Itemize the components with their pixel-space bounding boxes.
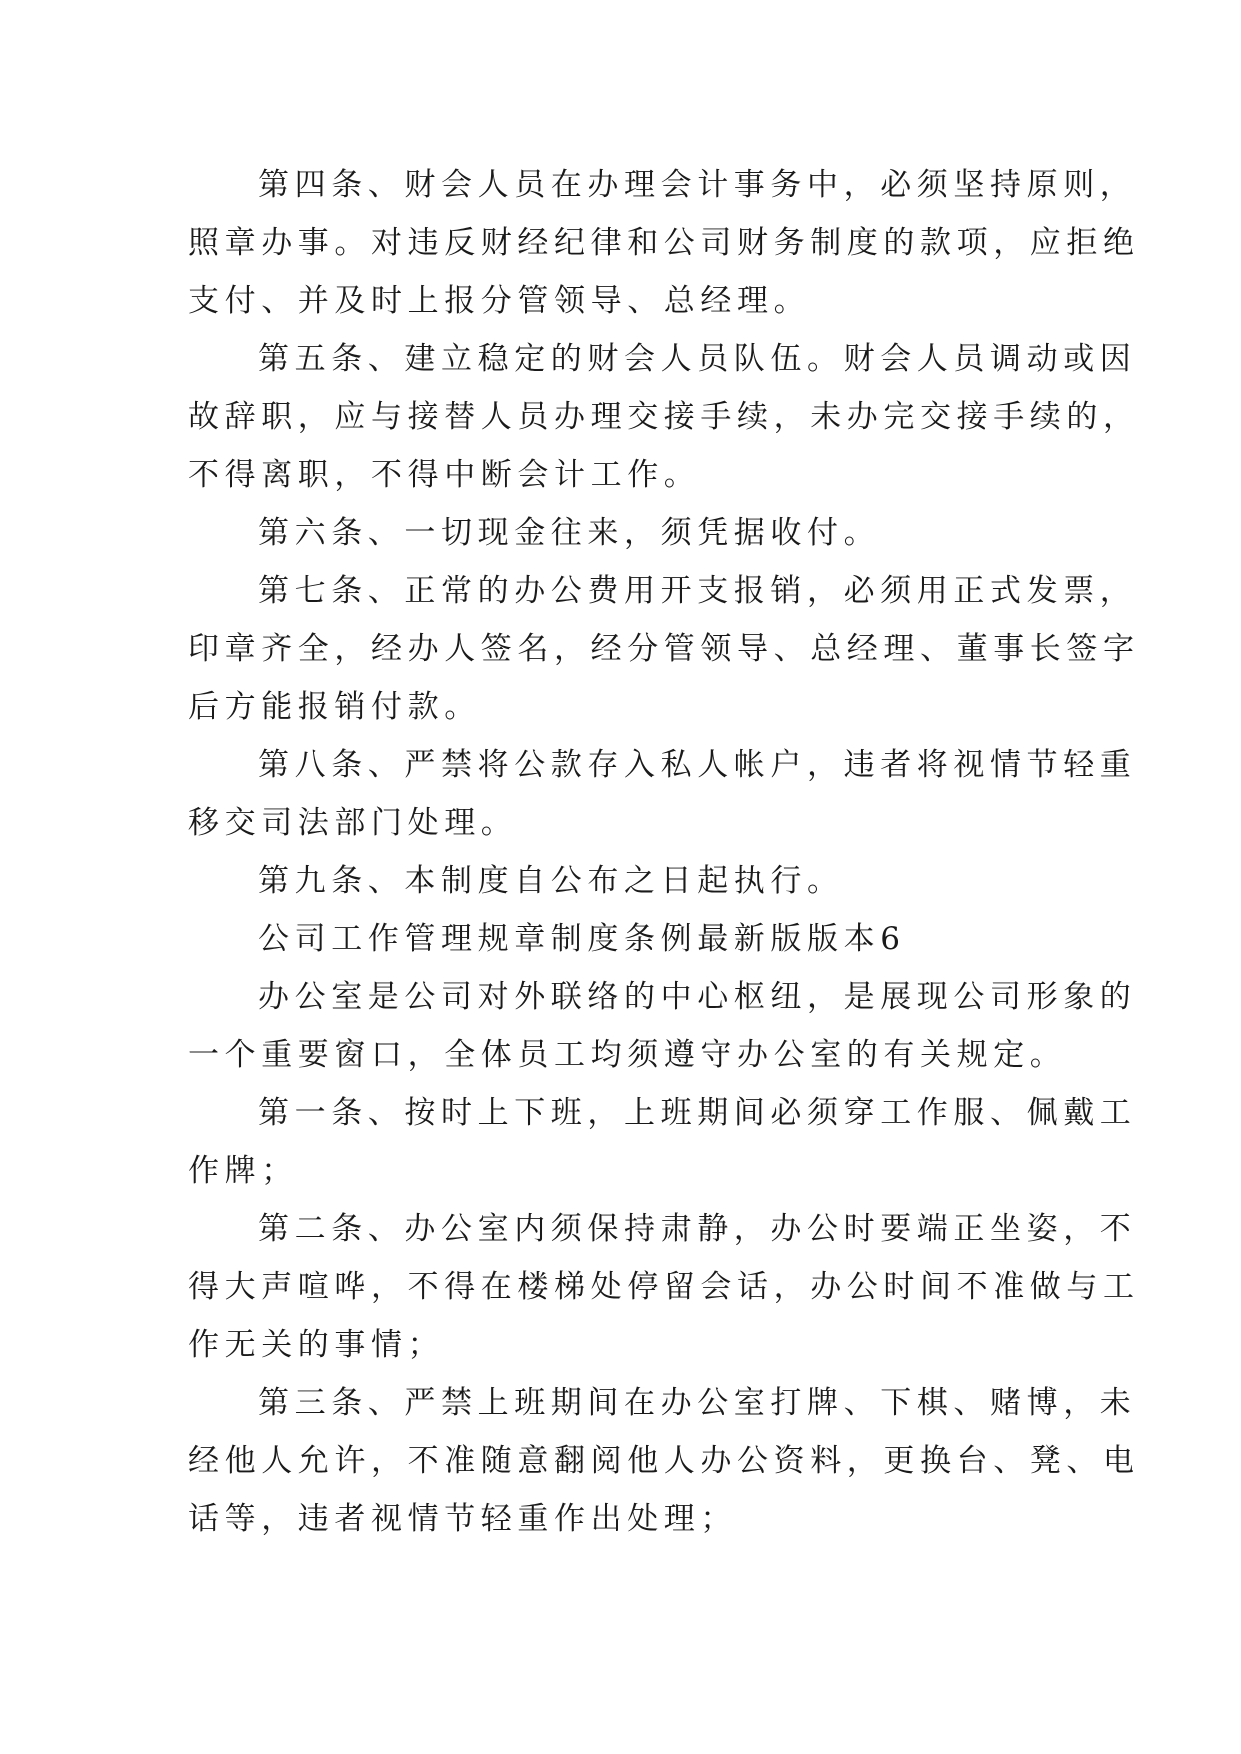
paragraph: [188, 852, 1054, 910]
text-line: 第五条、建立稳定的财会人员队伍。财会人员调动或因: [258, 341, 1137, 377]
paragraph: [188, 330, 1140, 504]
text-line: 照章办事。对违反财经纪律和公司财务制度的款项，应拒绝: [188, 225, 1140, 261]
paragraph: [188, 1084, 1137, 1200]
text-line: 不得离职，不得中断会计工作。: [188, 457, 701, 493]
text-line: 故辞职，应与接替人员办理交接手续，未办完交接手续的，: [188, 399, 1140, 435]
text-line: 一个重要窗口，全体员工均须遵守办公室的有关规定。: [188, 1037, 1067, 1073]
text-line: 公司工作管理规章制度条例最新版版本6: [258, 921, 906, 957]
text-line: 第一条、按时上下班，上班期间必须穿工作服、佩戴工: [258, 1095, 1137, 1131]
text-line: 第六条、一切现金往来，须凭据收付。: [258, 515, 881, 551]
text-line: 支付、并及时上报分管领导、总经理。: [188, 283, 811, 319]
paragraph: [188, 156, 1140, 330]
text-line: 经他人允许，不准随意翻阅他人办公资料，更换台、凳、电: [188, 1443, 1140, 1479]
text-line: 第四条、财会人员在办理会计事务中，必须坚持原则，: [258, 167, 1137, 203]
paragraph: [188, 504, 1054, 562]
text-line: 作牌；: [188, 1153, 298, 1189]
text-line: 第二条、办公室内须保持肃静，办公时要端正坐姿，不: [258, 1211, 1137, 1247]
text-line: 话等，违者视情节轻重作出处理；: [188, 1501, 737, 1537]
paragraph: [188, 562, 1140, 736]
document-body: [188, 156, 1140, 1548]
text-line: 第八条、严禁将公款存入私人帐户，违者将视情节轻重: [258, 747, 1137, 783]
text-line: 移交司法部门处理。: [188, 805, 518, 841]
text-line: 第九条、本制度自公布之日起执行。: [258, 863, 844, 899]
text-line: 得大声喧哗，不得在楼梯处停留会话，办公时间不准做与工: [188, 1269, 1140, 1305]
paragraph: [188, 736, 1137, 852]
paragraph: [188, 1374, 1140, 1548]
paragraph: [188, 910, 1054, 968]
text-line: 办公室是公司对外联络的中心枢纽，是展现公司形象的: [258, 979, 1137, 1015]
text-line: 第三条、严禁上班期间在办公室打牌、下棋、赌博，未: [258, 1385, 1137, 1421]
text-line: 印章齐全，经办人签名，经分管领导、总经理、董事长签字: [188, 631, 1140, 667]
paragraph: [188, 1200, 1140, 1374]
text-line: 作无关的事情；: [188, 1327, 445, 1363]
text-line: 后方能报销付款。: [188, 689, 481, 725]
paragraph: [188, 968, 1137, 1084]
text-line: 第七条、正常的办公费用开支报销，必须用正式发票，: [258, 573, 1137, 609]
